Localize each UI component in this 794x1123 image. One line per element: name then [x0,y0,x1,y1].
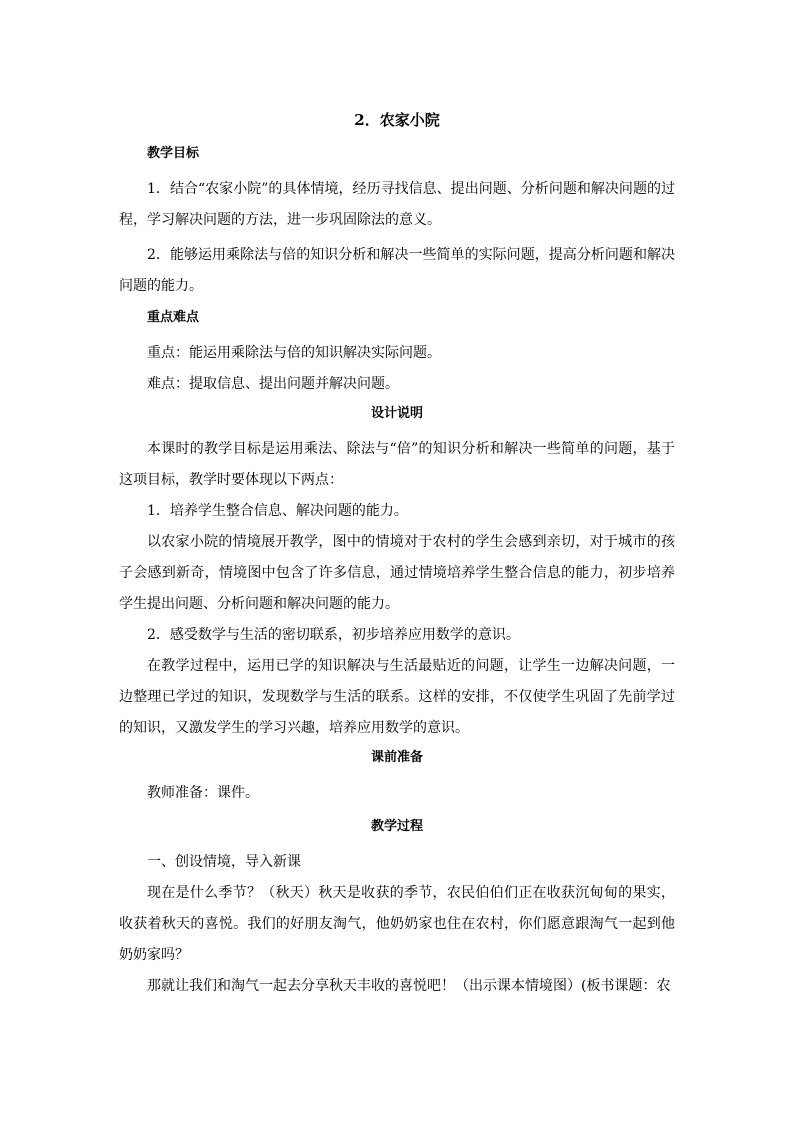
design-intro: 本课时的教学目标是运用乘法、除法与“倍”的知识分析和解决一些简单的问题，基于这项目标，教学时要体现以下两点： [119,441,675,488]
prep-text: 教师准备：课件。 [147,785,259,801]
key-point-text: 重点：能运用乘除法与倍的知识解决实际问题。 [147,345,441,361]
document-page [119,110,675,1002]
design-point-1: 1．培养学生整合信息、解决问题的能力。 [147,503,408,519]
goal-item-2: 2．能够运用乘除法与倍的知识分析和解决一些简单的实际问题，提高分析问题和解决问题的能力。 [119,247,675,294]
goals-heading: 教学目标 [147,146,200,161]
lesson-title: 2．农家小院 [354,111,440,129]
design-heading: 设计说明 [370,406,423,421]
difficulty-text: 难点：提取信息、提出问题并解决问题。 [147,376,399,392]
process-para-1: 现在是什么季节？（秋天）秋天是收获的季节，农民伯伯们正在收获沉甸甸的果实，收获着秋天的喜悦。我们的好朋友淘气，他奶奶家也住在农村，你们愿意跟淘气一起到他奶奶家吗？ [119,885,675,963]
prep-heading: 课前准备 [370,750,423,765]
design-point-2: 2．感受数学与生活的密切联系，初步培养应用数学的意识。 [147,627,520,643]
design-point-1-text: 以农家小院的情境展开教学，图中的情境对于农村的学生会感到亲切，对于城市的孩子会感到新奇，情境图中包含了许多信息，通过情境培养学生整合信息的能力，初步培养学生提出问题、分析问题和解决问题的能力。 [119,534,675,612]
design-point-2-text: 在教学过程中，运用已学的知识解决与生活最贴近的问题，让学生一边解决问题，一边整理已学过的知识，发现数学与生活的联系。这样的安排，不仅使学生巩固了先前学过的知识，又激发学生的学习兴趣，培养应用数学的意识。 [119,658,675,736]
goal-item-1: 1．结合“农家小院”的具体情境，经历寻找信息、提出问题、分析问题和解决问题的过程，学习解决问题的方法，进一步巩固除法的意义。 [119,181,675,228]
process-heading: 教学过程 [370,819,423,834]
keypoints-heading: 重点难点 [147,310,200,325]
process-step-1: 一、创设情境，导入新课 [147,854,301,870]
process-para-2: 那就让我们和淘气一起去分享秋天丰收的喜悦吧！（出示课本情境图）(板书课题：农 [147,978,671,994]
